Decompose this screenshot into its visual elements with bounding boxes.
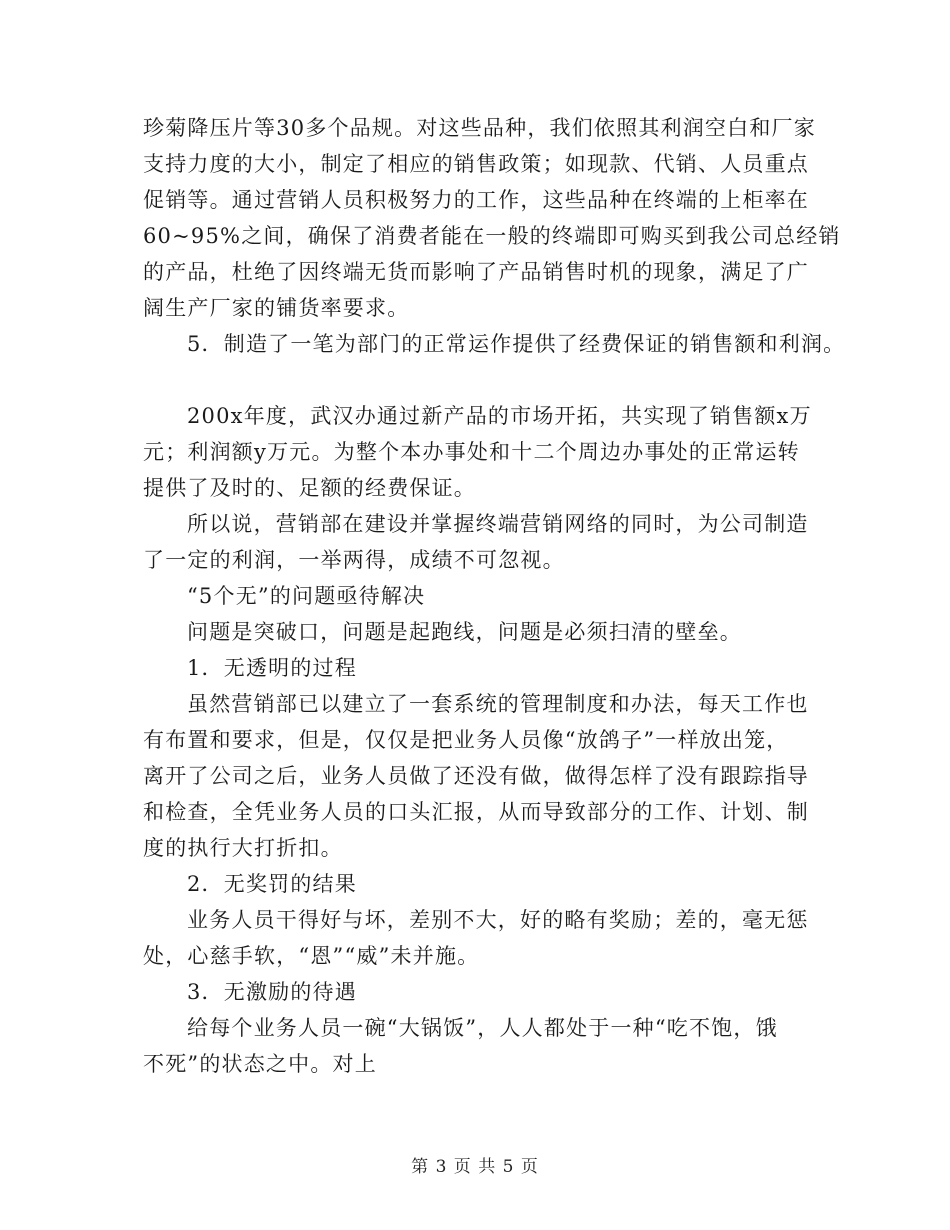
text-line: 提供了及时的、足额的经费保证。	[143, 476, 476, 500]
numbered-heading: 3．无激励的待遇	[187, 980, 357, 1004]
page-number: 第 3 页 共 5 页	[411, 1157, 539, 1177]
text-line: 问题是突破口，问题是起跑线，问题是必须扫清的壁垒。	[187, 620, 742, 644]
text-line: 200x年度，武汉办通过新产品的市场开拓，共实现了销售额x万	[187, 404, 812, 428]
text-line: 珍菊降压片等30多个品规。对这些品种，我们依照其利润空白和厂家	[143, 116, 816, 140]
document-body	[143, 110, 846, 1082]
paragraph-gap	[143, 362, 833, 398]
text-line: 促销等。通过营销人员积极努力的工作，这些品种在终端的上柜率在	[143, 188, 809, 212]
text-line: 业务人员干得好与坏，差别不大，好的略有奖励；差的，毫无惩	[187, 908, 809, 932]
text-line: 度的执行大打折扣。	[143, 836, 343, 860]
text-line: 给每个业务人员一碗“大锅饭”，人人都处于一种“吃不饱，饿	[187, 1016, 778, 1040]
numbered-heading: 1．无透明的过程	[187, 656, 357, 680]
text-line: 处，心慈手软，“恩”“威”未并施。	[143, 944, 480, 968]
text-line: 60~95%之间，确保了消费者能在一般的终端即可购买到我公司总经销	[143, 224, 841, 248]
text-line: 支持力度的大小，制定了相应的销售政策；如现款、代销、人员重点	[143, 152, 809, 176]
text-line: 虽然营销部已以建立了一套系统的管理制度和办法，每天工作也	[187, 692, 809, 716]
numbered-heading: 5．制造了一笔为部门的正常运作提供了经费保证的销售额和利润。	[187, 332, 846, 356]
text-line: 的产品，杜绝了因终端无货而影响了产品销售时机的现象，满足了广	[143, 260, 809, 284]
text-line: 和检查，全凭业务人员的口头汇报，从而导致部分的工作、计划、制	[143, 800, 809, 824]
text-line: 离开了公司之后，业务人员做了还没有做，做得怎样了没有跟踪指导	[143, 764, 809, 788]
text-line: 有布置和要求，但是，仅仅是把业务人员像“放鸽子”一样放出笼，	[143, 728, 789, 752]
section-heading: “5个无”的问题亟待解决	[187, 584, 426, 608]
text-line: 了一定的利润，一举两得，成绩不可忽视。	[143, 548, 565, 572]
text-line: 不死”的状态之中。对上	[143, 1052, 377, 1076]
text-line: 所以说，营销部在建设并掌握终端营销网络的同时，为公司制造	[187, 512, 809, 536]
text-line: 阔生产厂家的铺货率要求。	[143, 296, 410, 320]
text-line: 元；利润额y万元。为整个本办事处和十二个周边办事处的正常运转	[143, 440, 800, 464]
numbered-heading: 2．无奖罚的结果	[187, 872, 357, 896]
